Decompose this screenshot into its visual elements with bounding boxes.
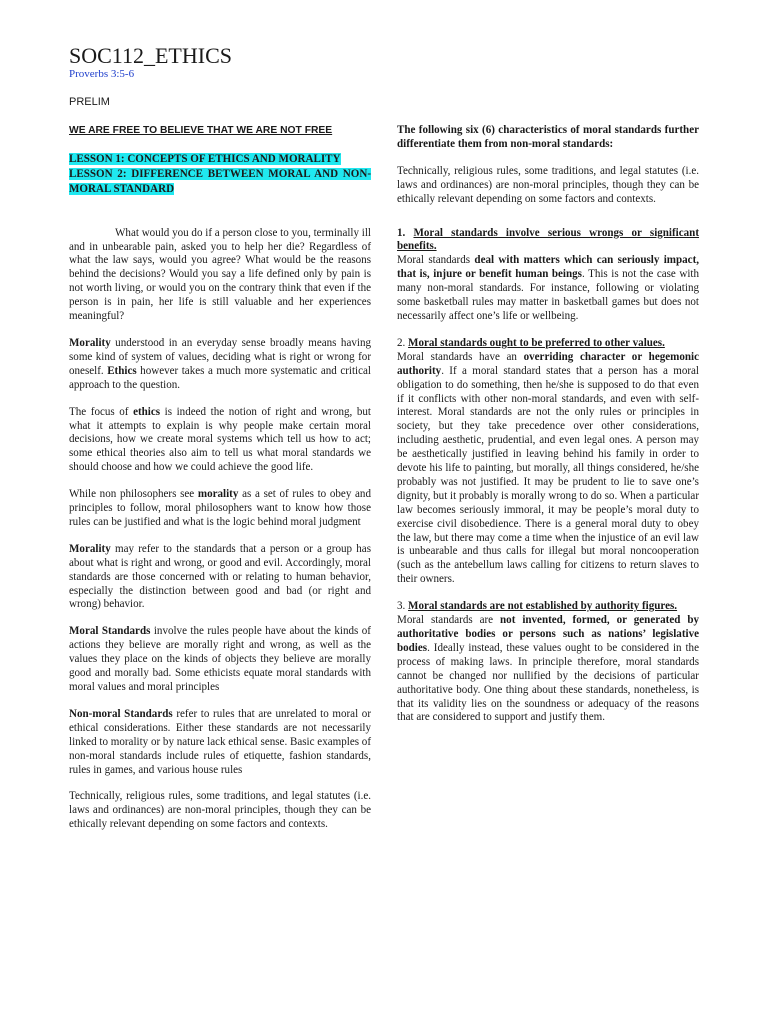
paragraph-ethics-focus: The focus of ethics is indeed the notion of right and wrong, but what it attempts to explain is why people make certain moral decisions, how we create moral systems which tell us how to act; some ethical theories also aim to tell us what moral standards we should choose and how we could achieve the good life.: [69, 405, 371, 474]
paragraph-intro: What would you do if a person close to you, terminally ill and in unbearable pain, asked you to help her die? Regardless of what the law says, would you agree? What would be the reasons behind the decisions? Would you say a life defined only by pain is not worth living, or would you on the contrary think that even if the person is in pain, her life is still valuable and her experiences meaningful?: [69, 226, 371, 323]
right-column: [397, 124, 699, 738]
characteristics-intro: The following six (6) characteristics of moral standards further differentiate them from non-moral standards:: [397, 124, 699, 150]
characteristic-2: 2. Moral standards ought to be preferred to other values. Moral standards have an overriding character or hegemonic authority. If a moral standard states that a person has a moral obligation to do something, then he/she is supposed to do that even if it conflicts with other non-moral standards, and even with self-interest. Moral standards are not the only rules or principles in society, but they take precedence over other considerations, including aesthetic, prudential, and even legal ones. A person may be aesthetically justified in leaving behind his family in order to devote his life to painting, but morally, all things considered, he/she probably was not justified. It may be prudent to lie to save one’s dignity, but it probably is morally wrong to do so. When a particular law becomes seriously immoral, it may be people’s moral duty to exercise civil disobedience. There is a general moral duty to obey the law, but there may come a time when the injustice of an evil law is unbearable and thus calls for illegal but moral noncooperation (such as the antebellum laws calling for citizens to return slaves to their owners.: [397, 336, 699, 586]
section-heading: WE ARE FREE TO BELIEVE THAT WE ARE NOT FREE: [69, 125, 333, 136]
paragraph-religious-rules-repeat: Technically, religious rules, some traditions, and legal statutes (i.e. laws and ordinances) are non-moral principles, though they can be ethically relevant depending on some factors and contexts.: [397, 164, 699, 205]
paragraph-religious-rules: Technically, religious rules, some traditions, and legal statutes (i.e. laws and ordinances) are non-moral principles, though they can be ethically relevant depending on some factors and contexts.: [69, 790, 371, 831]
lesson-2-title: LESSON 2: DIFFERENCE BETWEEN MORAL AND NON-MORAL STANDARD: [69, 167, 371, 195]
lesson-titles: [69, 152, 371, 197]
paragraph-non-moral-standards: Non-moral Standards refer to rules that are unrelated to moral or ethical considerations. Either these standards are not necessarily linked to morality or by nature lack ethical sense. Basic examples of non-moral standards include rules of etiquette, fashion standards, rules in games, and various house rules: [69, 707, 371, 776]
left-column: [69, 124, 371, 845]
term-label: PRELIM: [69, 96, 110, 108]
paragraph-philosophers: While non philosophers see morality as a set of rules to obey and principles to follow, moral philosophers want to know how those rules can be justified and what is the logic behind moral judgment: [69, 488, 371, 528]
lesson-1-title: LESSON 1: CONCEPTS OF ETHICS AND MORALITY: [69, 152, 341, 165]
characteristic-1: 1. Moral standards involve serious wrongs or significant benefits. Moral standards deal with matters which can seriously impact, that is, injure or benefit human beings. This is not the case with many non-moral standards. For instance, following or violating some basketball rules may matter in basketball games but does not necessarily affect one’s life or wellbeing.: [397, 226, 700, 322]
bible-verse: Proverbs 3:5-6: [69, 68, 135, 80]
paragraph-moral-standards: Moral Standards involve the rules people have about the kinds of actions they believe are morally right and wrong, as well as the values they place on the kinds of objects they believe are morally good and morally bad. Some ethicists equate moral standards with moral values and moral principles: [69, 625, 371, 693]
paragraph-morality-definition: Morality may refer to the standards that a person or a group has about what is right and wrong, or good and evil. Accordingly, moral standards are those concerned with or relating to human behavior, especially the distinction between good and bad (or right and wrong) behavior.: [69, 542, 371, 611]
paragraph-morality: Morality understood in an everyday sense broadly means having some kind of system of values, deciding what is right or wrong for oneself. Ethics however takes a much more systematic and critical approach to the question.: [69, 336, 371, 391]
document-title: SOC112_ETHICS: [69, 43, 232, 68]
characteristic-3: 3. Moral standards are not established by authority figures. Moral standards are not invented, formed, or generated by authoritative bodies or persons such as nations’ legislative bodies. Ideally instead, these values ought to be considered in the process of making laws. In principle therefore, moral standards cannot be changed nor nullified by the decisions of particular authoritative body. One thing about these standards, nonetheless, is that its validity lies on the soundness or adequacy of the reasons that are considered to support and justify them.: [397, 600, 699, 724]
